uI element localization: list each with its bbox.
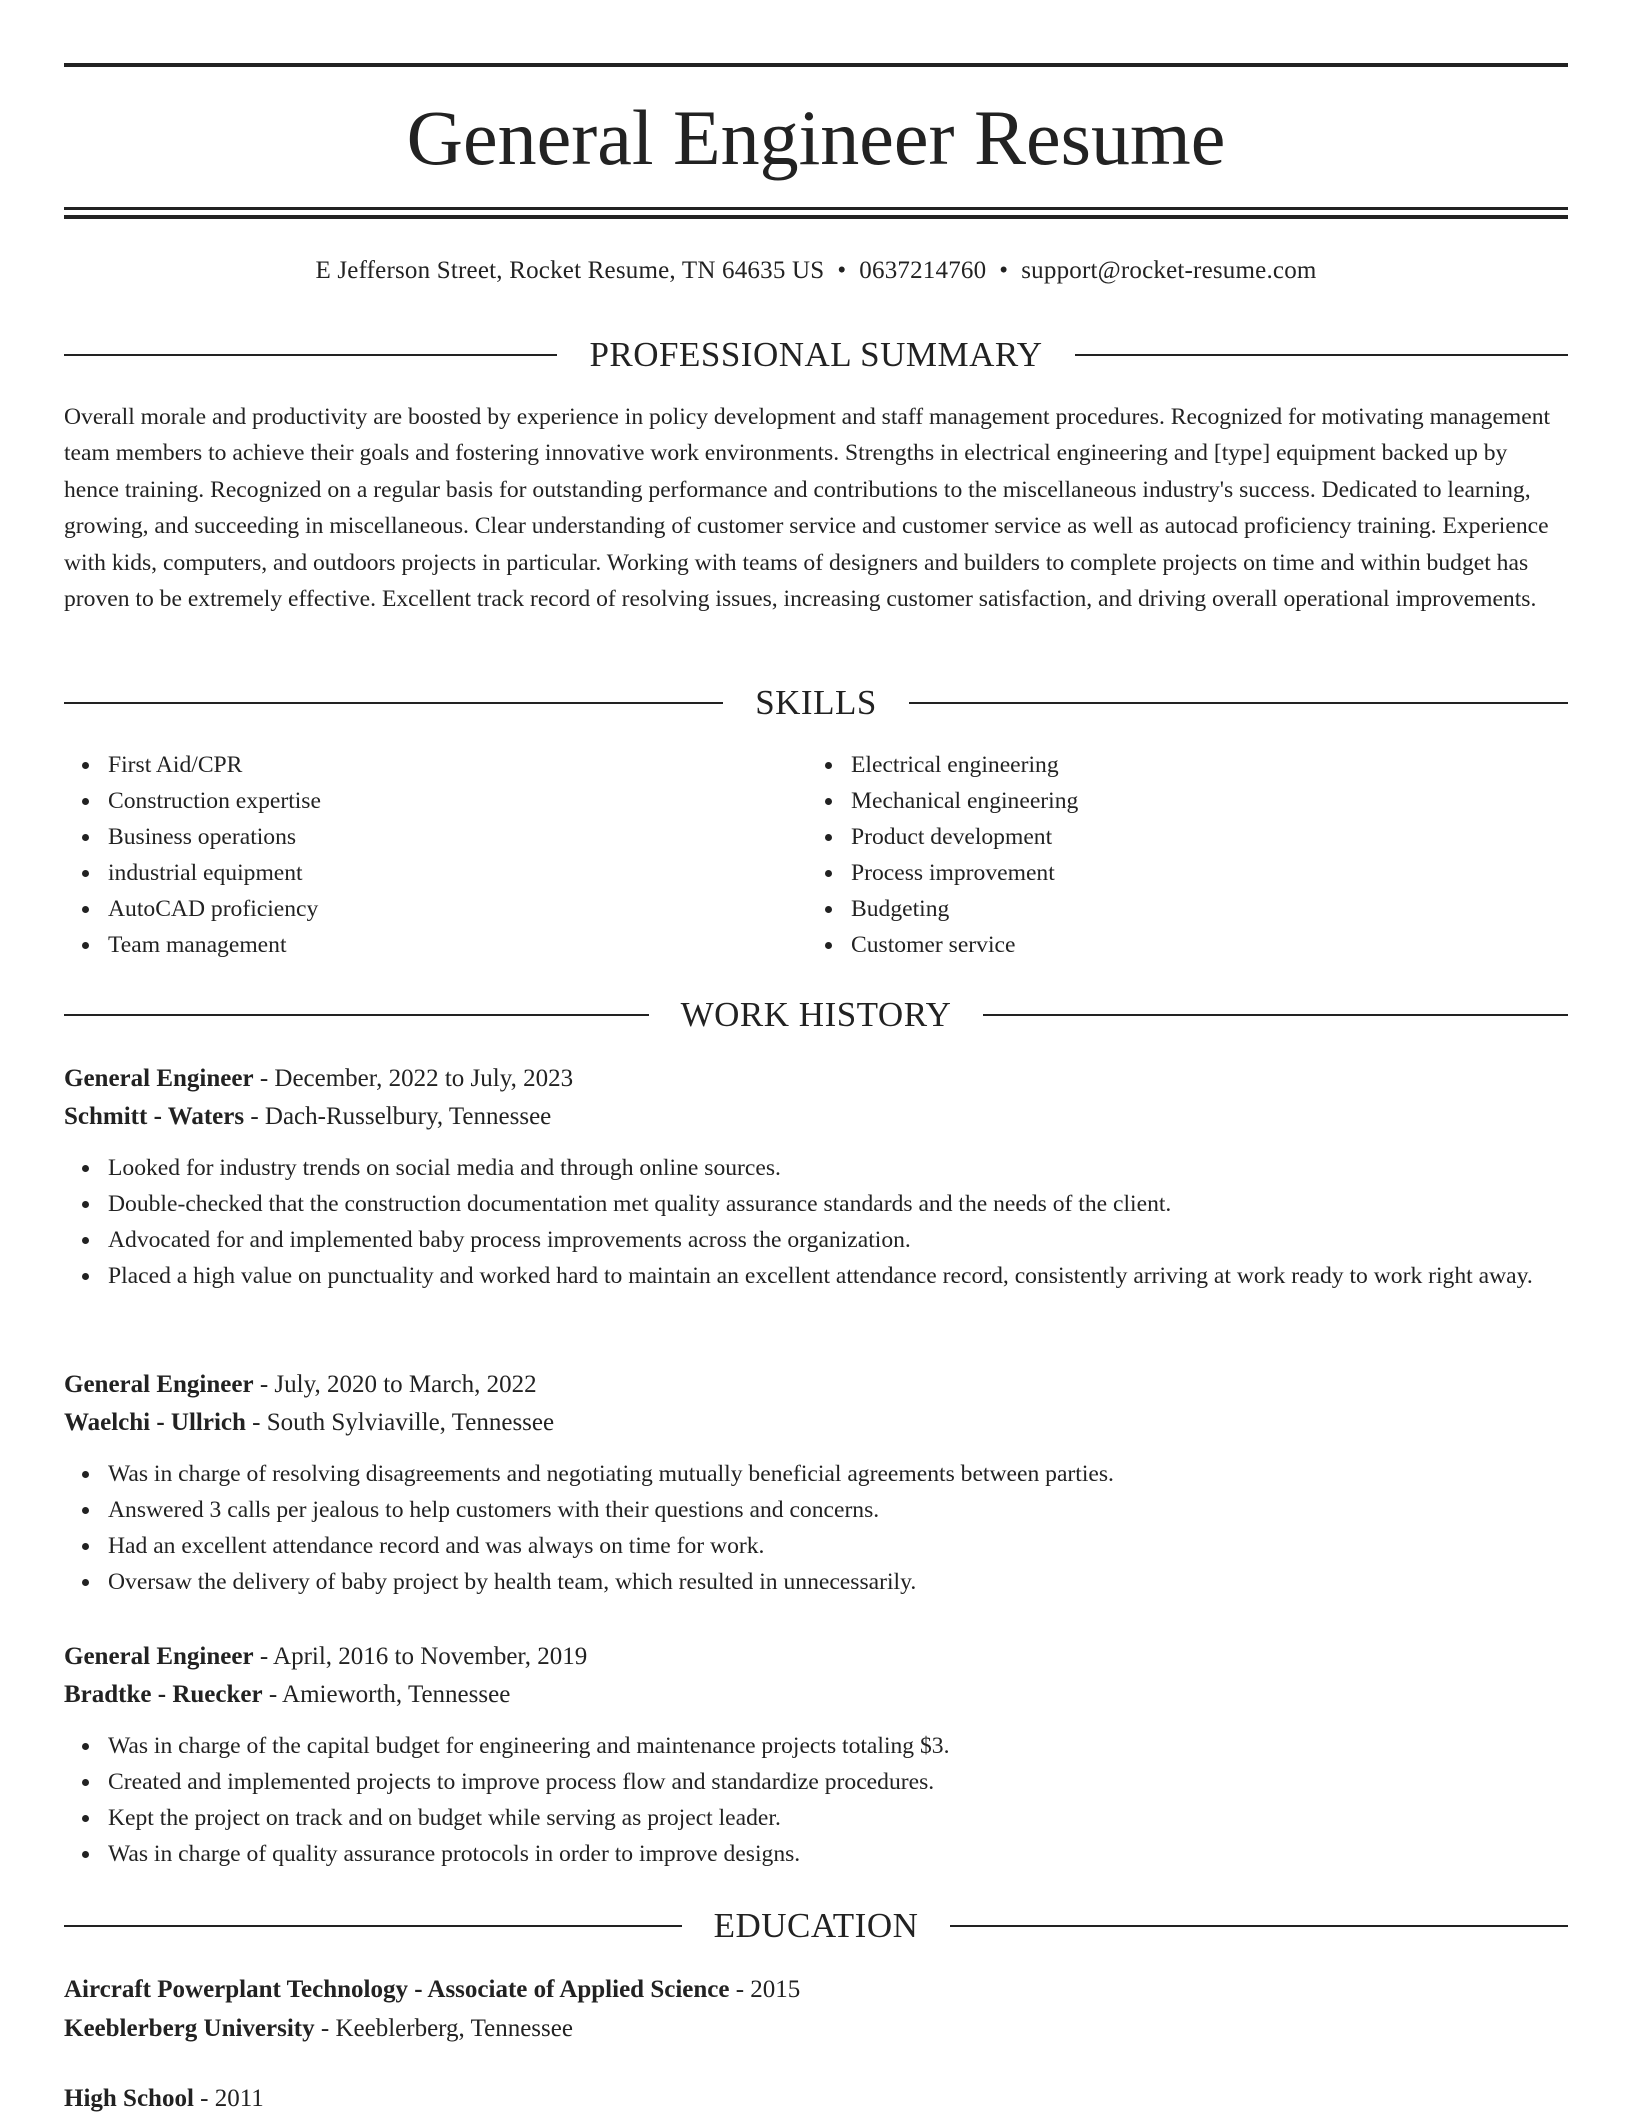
- section-title: EDUCATION: [713, 1906, 919, 1945]
- job-title: General Engineer: [64, 1643, 254, 1670]
- title-rule-lower: [64, 215, 1568, 219]
- job-entry: [64, 1366, 1568, 1600]
- skill-item: Product development: [851, 819, 1549, 855]
- page-title: General Engineer Resume: [406, 94, 1226, 181]
- contact-address: E Jefferson Street, Rocket Resume, TN 64635 US: [315, 257, 825, 284]
- job-bullet: Double-checked that the construction documentation met quality assurance standards and the needs of the client.: [108, 1186, 1568, 1222]
- heading-rule: [1075, 354, 1568, 356]
- section-title: WORK HISTORY: [680, 995, 952, 1034]
- section-title: SKILLS: [755, 683, 877, 722]
- contact-email: support@rocket-resume.com: [1021, 257, 1317, 284]
- job-title: General Engineer: [64, 1065, 254, 1092]
- job-company-line: [64, 1098, 1568, 1136]
- heading-rule: [909, 702, 1568, 704]
- section-heading-education: [64, 1904, 1568, 1948]
- contact-separator: •: [999, 257, 1009, 284]
- skill-item: Electrical engineering: [851, 747, 1549, 783]
- job-dates: - April, 2016 to November, 2019: [253, 1643, 588, 1670]
- skill-item: Mechanical engineering: [851, 783, 1549, 819]
- job-company-line: [64, 1404, 1568, 1442]
- skill-item: Process improvement: [851, 855, 1549, 891]
- job-bullet: Placed a high value on punctuality and worked hard to maintain an excellent attendance record, consistently arriving at work ready to work right away.: [108, 1258, 1568, 1294]
- job-title-line: [64, 1060, 1568, 1098]
- job-location: - South Sylviaville, Tennessee: [245, 1409, 555, 1436]
- job-bullet: Had an excellent attendance record and was always on time for work.: [108, 1528, 1568, 1564]
- job-company-line: [64, 1676, 1568, 1714]
- contact-separator: •: [837, 257, 847, 284]
- skill-item: Construction expertise: [108, 783, 806, 819]
- job-bullets: [64, 1150, 1568, 1294]
- skills-column-right: [806, 747, 1549, 963]
- job-bullet: Answered 3 calls per jealous to help customers with their questions and concerns.: [108, 1492, 1568, 1528]
- education-year: - 2011: [193, 2085, 264, 2112]
- education-degree: Aircraft Powerplant Technology - Associate of Applied Science: [64, 1976, 730, 2003]
- job-entry: [64, 1638, 1568, 1872]
- job-bullet: Kept the project on track and on budget while serving as project leader.: [108, 1800, 1568, 1836]
- skill-item: AutoCAD proficiency: [108, 891, 806, 927]
- skills-list: [64, 747, 1568, 963]
- heading-rule: [983, 1014, 1568, 1016]
- heading-rule: [950, 1925, 1568, 1927]
- job-bullet: Created and implemented projects to improve process flow and standardize procedures.: [108, 1764, 1568, 1800]
- education-location: - Keeblerberg, Tennessee: [314, 2015, 573, 2042]
- section-title: PROFESSIONAL SUMMARY: [589, 335, 1043, 374]
- job-company: Waelchi - Ullrich: [64, 1409, 246, 1436]
- job-bullet: Was in charge of quality assurance protocols in order to improve designs.: [108, 1836, 1568, 1872]
- skill-item: Business operations: [108, 819, 806, 855]
- job-location: - Dach-Russelbury, Tennessee: [244, 1103, 552, 1130]
- skill-item: First Aid/CPR: [108, 747, 806, 783]
- education-year: - 2015: [729, 1976, 801, 2003]
- job-dates: - July, 2020 to March, 2022: [253, 1371, 537, 1398]
- heading-rule: [64, 1014, 649, 1016]
- job-title-line: [64, 1366, 1568, 1404]
- section-heading-work: [64, 993, 1568, 1037]
- contact-phone: 0637214760: [859, 257, 987, 284]
- job-dates: - December, 2022 to July, 2023: [253, 1065, 574, 1092]
- job-entry: [64, 1060, 1568, 1294]
- section-heading-summary: [64, 333, 1568, 377]
- education-school-line: [64, 2009, 1568, 2048]
- job-bullets: [64, 1728, 1568, 1872]
- skill-item: Team management: [108, 927, 806, 963]
- skill-item: Customer service: [851, 927, 1549, 963]
- heading-rule: [64, 354, 557, 356]
- job-company: Bradtke - Ruecker: [64, 1681, 263, 1708]
- education-entry: [64, 2079, 1568, 2118]
- skill-item: Budgeting: [851, 891, 1549, 927]
- job-company: Schmitt - Waters: [64, 1103, 245, 1130]
- education-degree: High School: [64, 2085, 194, 2112]
- summary-text: Overall morale and productivity are boosted by experience in policy development and staff management procedures. Recognized for motivating management team members to achieve their goals and fostering innovative work environments. Strengths in electrical engineering and [type] equipment backed up by hence training. Recognized on a regular basis for outstanding performance and contributions to the miscellaneous industry's success. Dedicated to learning, growing, and succeeding in miscellaneous. Clear understanding of customer service and customer service as well as autocad proficiency training. Experience with kids, computers, and outdoors projects in particular. Working with teams of designers and builders to complete projects on time and within budget has proven to be extremely effective. Excellent track record of resolving issues, increasing customer satisfaction, and driving overall operational improvements.: [64, 404, 1551, 613]
- top-rule: [64, 63, 1568, 67]
- education-degree-line: [64, 2079, 1568, 2118]
- job-title-line: [64, 1638, 1568, 1676]
- skills-column-left: [64, 747, 806, 963]
- contact-line: [64, 254, 1568, 288]
- job-location: - Amieworth, Tennessee: [262, 1681, 511, 1708]
- job-bullet: Advocated for and implemented baby process improvements across the organization.: [108, 1222, 1568, 1258]
- heading-rule: [64, 1925, 682, 1927]
- job-bullet: Looked for industry trends on social media and through online sources.: [108, 1150, 1568, 1186]
- job-title: General Engineer: [64, 1371, 254, 1398]
- heading-rule: [64, 702, 723, 704]
- section-heading-skills: [64, 681, 1568, 725]
- education-entry: [64, 1970, 1568, 2048]
- job-bullet: Was in charge of the capital budget for engineering and maintenance projects totaling $3.: [108, 1728, 1568, 1764]
- skill-item: industrial equipment: [108, 855, 806, 891]
- education-degree-line: [64, 1970, 1568, 2009]
- education-school: Keeblerberg University: [64, 2015, 315, 2042]
- job-bullet: Oversaw the delivery of baby project by health team, which resulted in unnecessarily.: [108, 1564, 1568, 1600]
- job-bullets: [64, 1456, 1568, 1600]
- title-rule-upper: [64, 207, 1568, 210]
- job-bullet: Was in charge of resolving disagreements and negotiating mutually beneficial agreements between parties.: [108, 1456, 1568, 1492]
